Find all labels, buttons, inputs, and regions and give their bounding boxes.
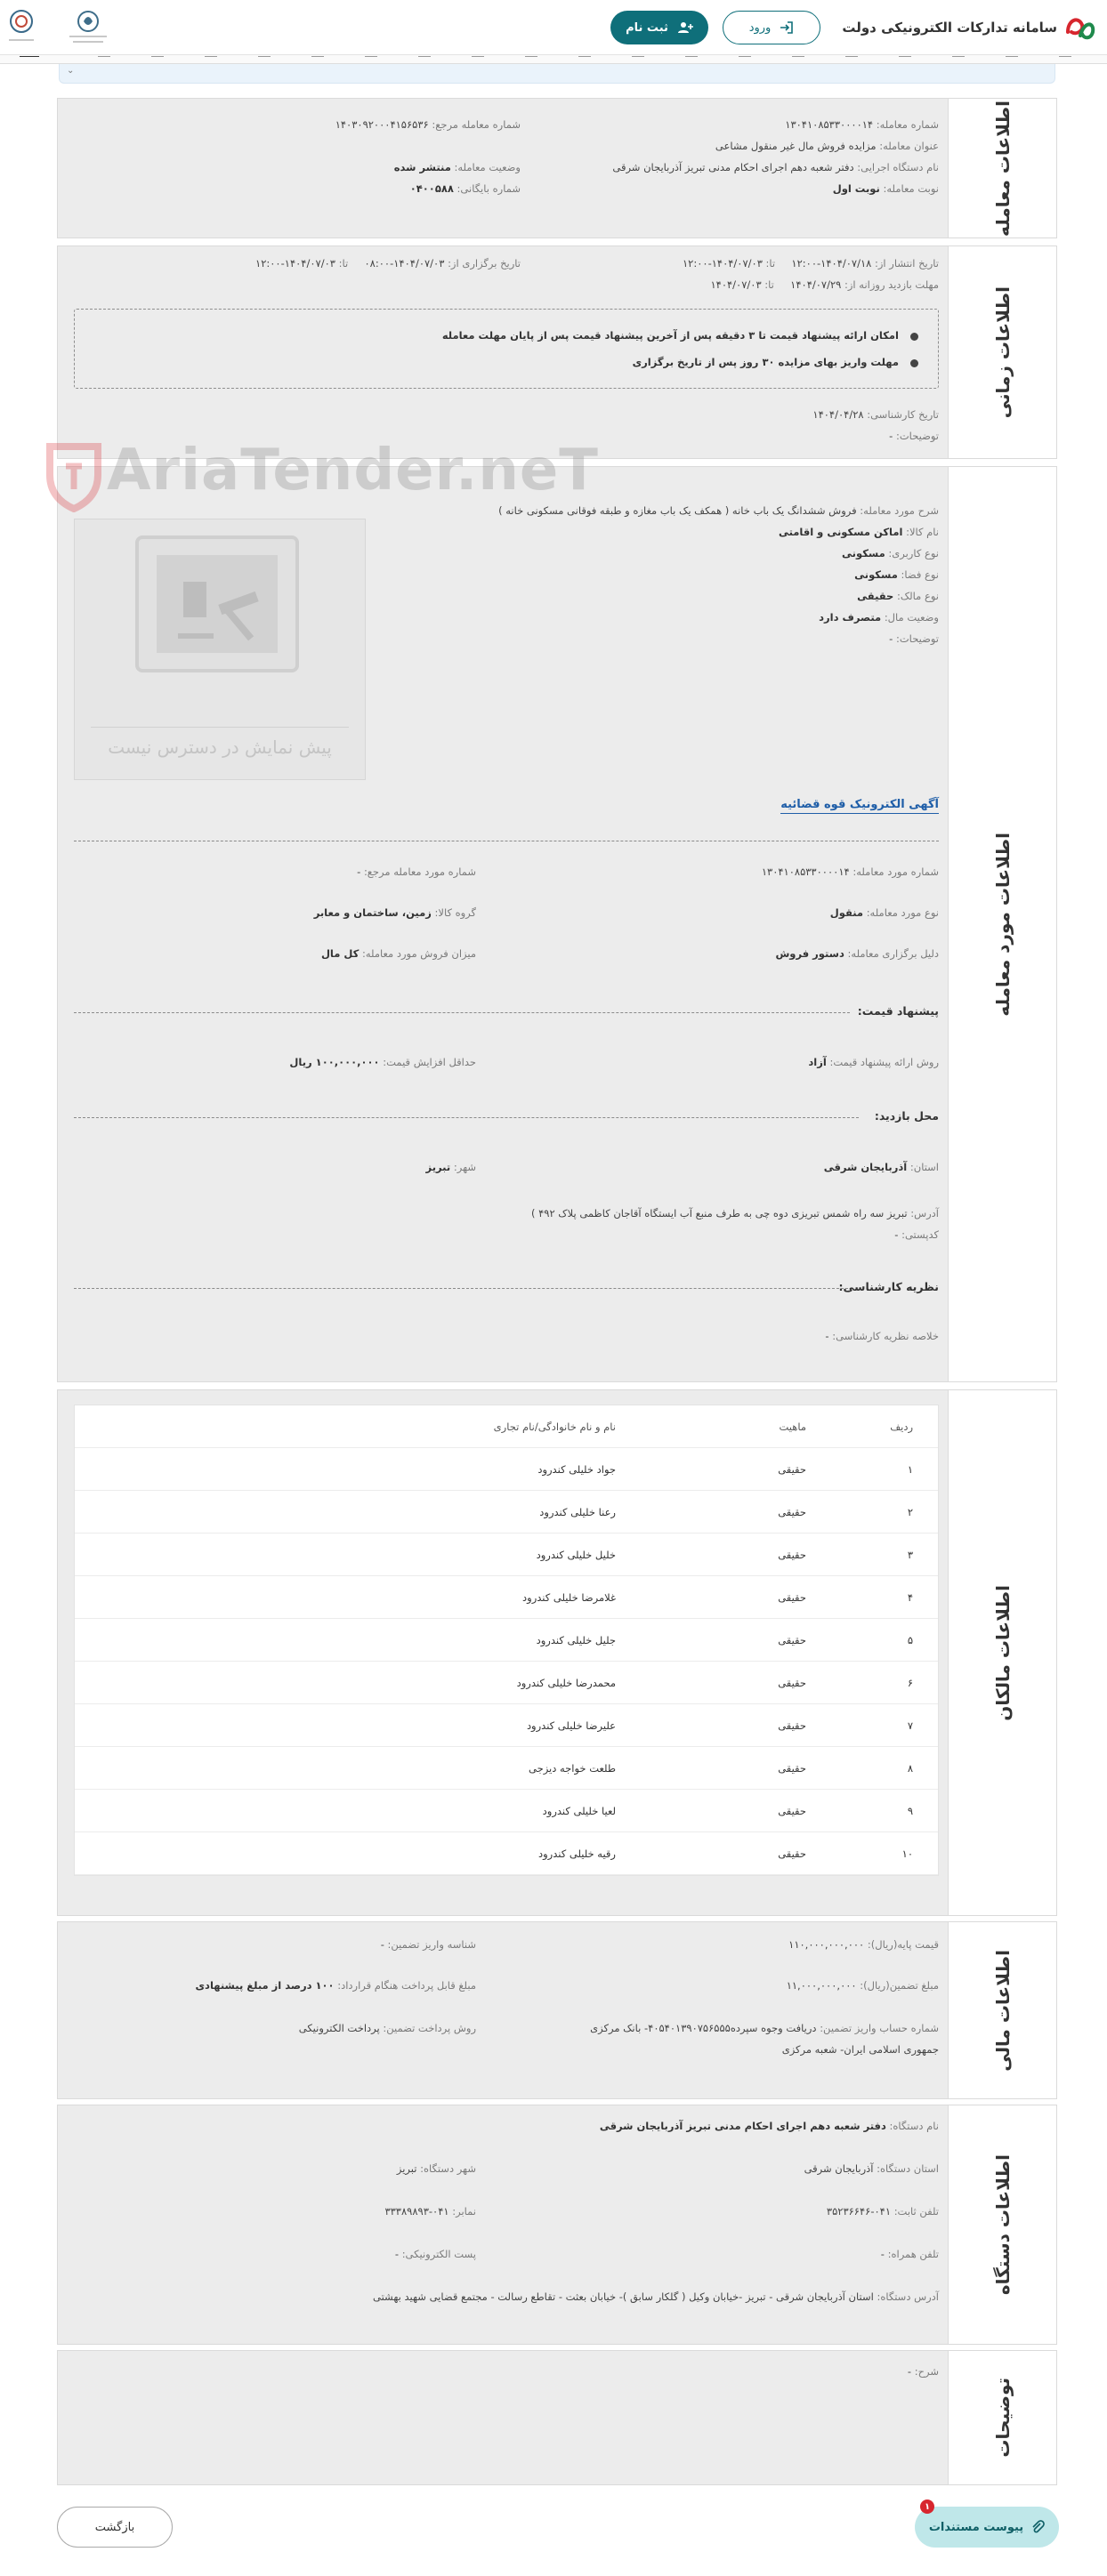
agency-city: شهر دستگاه: تبریز [396, 2162, 476, 2175]
owner-kind: حقیقی [778, 1590, 806, 1604]
divider [74, 1117, 859, 1118]
register-label: ثبت نام [626, 20, 668, 35]
timing-info-section [57, 246, 1057, 459]
transaction-turn: نوبت معامله: نوبت اول [832, 182, 939, 195]
notice-bar[interactable] [59, 64, 1055, 84]
holding-reason: دلیل برگزاری معامله: دستور فروش [775, 947, 939, 960]
login-button[interactable] [723, 11, 820, 44]
owner-kind: حقیقی [778, 1505, 806, 1518]
publish-date: تاریخ انتشار از: ۱۴۰۴/۰۷/۱۸-۱۲:۰۰ تا: ۱۴۰۴/۰۷/۰۳-۱۲:۰۰ [682, 257, 939, 270]
visit-province: استان: آذربایجان شرقی [823, 1161, 939, 1173]
owner-name: جواد خلیلی کندرود [537, 1462, 616, 1476]
agency-fax: نمابر: ۰۴۱-۳۳۳۸۹۸۹۳ [384, 2205, 476, 2218]
owner-kind: حقیقی [778, 1847, 806, 1860]
attachments-label: پیوست مستندات [928, 2520, 1024, 2534]
divider [74, 1012, 850, 1013]
goods-group: گروه کالا: زمین، ساختمان و معابر [313, 906, 476, 919]
owner-name: غلامرضا خلیلی کندرود [522, 1590, 616, 1604]
row-number: ۴ [907, 1590, 913, 1604]
guarantee-account: شماره حساب واریز تضمین: دریافت وجوه سپرده۴۰۵۴۰۱۳۹۰۷۵۶۵۵۵- بانک مرکزی [590, 2022, 939, 2034]
deposit-id: شناسه واریز تضمین: - [380, 1938, 476, 1951]
nav-strip [0, 55, 1107, 64]
guarantee-pay-method: روش پرداخت تضمین: پرداخت الکترونیکی [298, 2022, 476, 2034]
min-increase: حداقل افزایش قیمت: ۱۰۰,۰۰۰,۰۰۰ ریال [289, 1056, 476, 1068]
agency-phone: تلفن ثابت: ۰۴۱-۳۵۲۳۶۶۴۶ [826, 2205, 939, 2218]
agency-info-section [57, 2105, 1057, 2345]
table-header-row [75, 1405, 938, 1448]
item-description: شرح مورد معامله: فروش ششدانگ یک باب خانه ( همکف یک باب مغازه و طبقه فوقانی مسکونی خانه ) [498, 504, 939, 517]
table-row [75, 1832, 938, 1875]
ministry-logo-icon [62, 7, 114, 50]
table-row [75, 1747, 938, 1790]
remarks-description: شرح: - [907, 2365, 939, 2378]
reference-number: شماره معامله مرجع: ۱۴۰۳۰۹۲۰۰۰۴۱۵۶۵۳۶ [335, 118, 521, 131]
transaction-status: وضعیت معامله: منتشر شده [393, 161, 521, 173]
row-number: ۱ [907, 1462, 913, 1476]
owners-info-section [57, 1389, 1057, 1916]
visit-place-heading: محل بازدید: [874, 1109, 939, 1123]
watermark-shield-icon [44, 441, 103, 512]
note-item: مهلت واریز بهای مزایده ۳۰ روز پس از تاریخ برگزاری [632, 356, 899, 368]
base-price: قیمت پایه(ریال): ۱۱۰,۰۰۰,۰۰۰,۰۰۰ [788, 1938, 939, 1951]
site-title[interactable]: سامانه تدارکات الکترونیکی دولت [842, 20, 1057, 36]
prepayment-amount: مبلغ قابل پرداخت هنگام قرارداد: ۱۰۰ درصد از مبلغ پیشنهادی [195, 1979, 476, 1992]
goods-name: نام کالا: اماکن مسکونی و اقامتی [778, 526, 939, 538]
space-type: نوع فضا: مسکونی [854, 568, 939, 581]
owner-name: خلیل خلیلی کندرود [536, 1548, 616, 1561]
table-row [75, 1662, 938, 1704]
table-row [75, 1576, 938, 1619]
table-row [75, 1491, 938, 1534]
visit-deadline: مهلت بازدید روزانه از: ۱۴۰۴/۰۷/۲۹ تا: ۱۴۰۴/۰۷/۰۳ [710, 278, 939, 291]
row-number: ۸ [907, 1761, 913, 1775]
property-status: وضعیت مال: متصرف دارد [819, 611, 939, 624]
site-logo-icon[interactable] [1064, 12, 1096, 43]
archive-number: شماره بایگانی: ۰۴۰۰۵۸۸ [409, 182, 521, 195]
owner-kind: حقیقی [778, 1633, 806, 1646]
gavel-icon [93, 519, 351, 697]
column-header-row: ردیف [890, 1420, 913, 1433]
owner-kind: حقیقی [778, 1548, 806, 1561]
add-user-icon [677, 21, 693, 34]
table-row [75, 1619, 938, 1662]
section-title: اطلاعات معامله [948, 99, 1056, 237]
timing-description: توضیحات: - [889, 430, 939, 442]
owner-kind: حقیقی [778, 1804, 806, 1817]
owner-name: محمدرضا خلیلی کندرود [516, 1676, 616, 1689]
section-title: توضیحات [948, 2351, 1056, 2484]
table-row [75, 1704, 938, 1747]
section-title: اطلاعات مورد معامله [948, 467, 1056, 1381]
owner-name: لعیا خلیلی کندرود [542, 1804, 616, 1817]
item-number: شماره مورد معامله: ۱۳۰۴۱۰۸۵۳۳۰۰۰۰۱۴ [761, 865, 939, 878]
owner-name: جلیل خلیلی کندرود [536, 1633, 616, 1646]
image-placeholder [74, 519, 366, 780]
agency-address: آدرس دستگاه: استان آذربایجان شرقی - تبریز -خیابان وکیل ( گلکار سابق )- خیابان بعثت - تقاطع رسالت - مجتمع قضایی شهید بهشتی [373, 2290, 939, 2303]
table-row [75, 1790, 938, 1832]
expert-opinion-heading: نظریه کارشناسی: [838, 1280, 939, 1293]
transaction-info-section [57, 98, 1057, 238]
notes-box [74, 309, 939, 389]
login-label: ورود [748, 20, 772, 35]
transaction-number: شماره معامله: ۱۳۰۴۱۰۸۵۳۳۰۰۰۰۱۴ [785, 118, 939, 131]
note-item: امکان ارائه پیشنهاد قیمت تا ۳ دقیقه پس از آخرین پیشنهاد قیمت پس از پایان مهلت معامله [441, 329, 899, 342]
attachments-count-badge: ۱ [920, 2500, 934, 2514]
owner-kind: حقیقی [778, 1676, 806, 1689]
owner-name: رعنا خلیلی کندرود [539, 1505, 616, 1518]
financial-info-section [57, 1921, 1057, 2099]
agency-mobile: تلفن همراه: - [880, 2248, 939, 2260]
owner-type: نوع مالک: حقیقی [857, 590, 939, 602]
executive-org: نام دستگاه اجرایی: دفتر شعبه دهم اجرای احکام مدنی تبریز آذربایجان شرقی [612, 161, 939, 173]
section-title: اطلاعات زمانی [948, 246, 1056, 458]
agency-name: نام دستگاه: دفتر شعبه دهم اجرای احکام مدنی تبریز آذربایجان شرقی [599, 2120, 939, 2132]
visit-address: آدرس: تبریز سه راه شمس تبریزی دوه چی به طرف منبع آب ایستگاه آقاجان کاظمی پلاک ۴۹۲ ) [530, 1207, 939, 1220]
owner-kind: حقیقی [778, 1719, 806, 1732]
row-number: ۶ [907, 1676, 913, 1689]
table-row [75, 1534, 938, 1576]
row-number: ۵ [907, 1633, 913, 1646]
owner-name: طلعت خواجه دیزجی [529, 1761, 616, 1775]
guarantee-account-bank: جمهوری اسلامی ایران- شعبه مرکزی [781, 2043, 939, 2056]
item-info-section [57, 466, 1057, 1382]
offer-heading: پیشنهاد قیمت: [857, 1004, 939, 1018]
owners-table [74, 1405, 939, 1876]
owner-kind: حقیقی [778, 1462, 806, 1476]
visit-city: شهر: تبریز [425, 1161, 476, 1173]
table-row [75, 1448, 938, 1491]
expert-summary: خلاصه نظریه کارشناسی: - [825, 1330, 939, 1342]
column-header-kind: ماهیت [779, 1420, 806, 1433]
reference-item-number: شماره مورد معامله مرجع: - [357, 865, 476, 878]
chevron-down-icon[interactable]: ⌄ [67, 66, 75, 76]
row-number: ۹ [907, 1804, 913, 1817]
agency-email: پست الکترونیکی: - [394, 2248, 476, 2260]
postal-code: کدپستی: - [894, 1228, 939, 1241]
owner-name: رقیه خلیلی کندرود [538, 1847, 616, 1860]
owner-name: علیرضا خلیلی کندرود [526, 1719, 616, 1732]
column-header-name: نام و نام خانوادگی/نام تجاری [493, 1420, 616, 1433]
item-notes: توضیحات: - [889, 632, 939, 645]
watermark-text: AriaTender.neT [107, 438, 599, 503]
row-number: ۲ [907, 1505, 913, 1518]
guarantee-amount: مبلغ تضمین(ریال): ۱۱,۰۰۰,۰۰۰,۰۰۰ [786, 1979, 939, 1992]
section-title: اطلاعات مالکان [948, 1390, 1056, 1915]
sale-amount: میزان فروش مورد معامله: کل مال [320, 947, 476, 960]
login-icon [780, 21, 794, 34]
usage-type: نوع کاربری: مسکونی [842, 547, 939, 559]
section-title: اطلاعات دستگاه [948, 2105, 1056, 2344]
remarks-section [57, 2350, 1057, 2485]
row-number: ۱۰ [901, 1847, 913, 1860]
top-header [0, 0, 1107, 55]
paperclip-icon [1030, 2520, 1045, 2534]
no-preview-text: پیش نمایش در دسترس نیست [108, 737, 332, 758]
divider [74, 1288, 848, 1289]
owner-kind: حقیقی [778, 1761, 806, 1775]
judiciary-notice-link[interactable]: آگهی الکترونیک قوه قضائیه [780, 798, 939, 814]
agency-province: استان دستگاه: آذربایجان شرقی [804, 2162, 939, 2175]
expert-date: تاریخ کارشناسی: ۱۴۰۴/۰۴/۲۸ [812, 408, 939, 421]
row-number: ۷ [907, 1719, 913, 1732]
holding-date: تاریخ برگزاری از: ۱۴۰۴/۰۷/۰۳-۰۸:۰۰ تا: ۱۴۰۴/۰۷/۰۳-۱۲:۰۰ [255, 257, 521, 270]
back-button[interactable]: بازگشت [57, 2507, 173, 2548]
section-title: اطلاعات مالی [948, 1922, 1056, 2098]
row-number: ۳ [907, 1548, 913, 1561]
transaction-subject: عنوان معامله: مزایده فروش مال غیر منقول مشاعی [715, 140, 939, 152]
attachments-button[interactable] [915, 2501, 1059, 2548]
offer-method: روش ارائه پیشنهاد قیمت: آزاد [808, 1056, 939, 1068]
register-button[interactable] [610, 11, 708, 44]
item-type: نوع مورد معامله: منقول [829, 906, 939, 919]
organization-logo-icon [4, 7, 39, 50]
